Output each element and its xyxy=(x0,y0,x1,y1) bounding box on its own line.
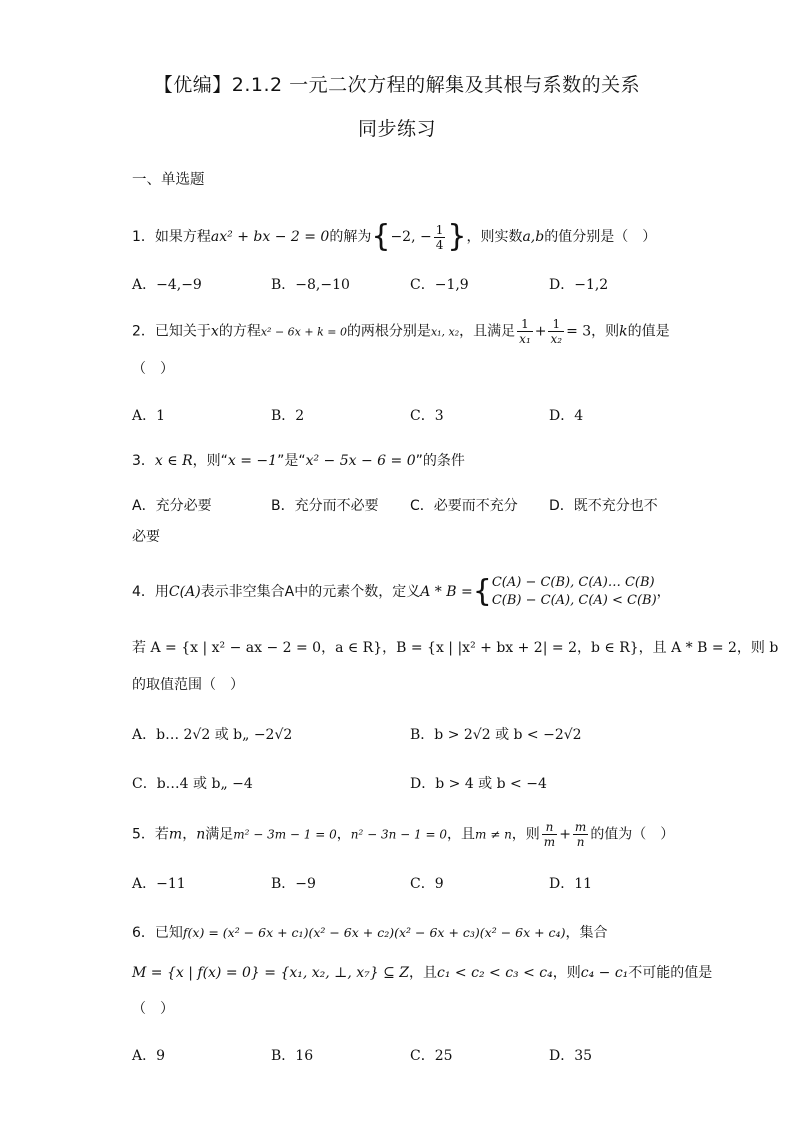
q3-option-b: B．充分而不必要 xyxy=(271,498,379,514)
q3-text-c: ，则“ xyxy=(192,453,228,469)
q6-set-m: M = {x | f(x) = 0} = {x₁, x₂, ⊥, x₇} ⊆ Z xyxy=(132,965,410,981)
q4-case-1: C(A) − C(B), C(A)… C(B) xyxy=(491,575,655,590)
q1-option-d: D．−1,2 xyxy=(549,277,609,293)
q5-option-c: C．9 xyxy=(410,876,444,892)
q2-text-c: 的方程 xyxy=(218,323,261,340)
q6-option-a: A．9 xyxy=(132,1048,166,1064)
q2-text-a: 2．已知关于 xyxy=(132,323,211,340)
q4-count-fn: C(A) xyxy=(168,584,201,601)
q3-option-d: D．既不充分也不 xyxy=(549,498,658,514)
q2-option-c: C．3 xyxy=(410,408,444,424)
q5-frac2-den: n xyxy=(576,835,585,849)
q5-text-k: ，则 xyxy=(511,826,540,843)
q5-text-i: ，且 xyxy=(447,826,475,843)
q2-option-a: A．1 xyxy=(132,408,166,424)
q2-option-b: B．2 xyxy=(271,408,305,424)
q6-text-d: ，且 xyxy=(409,965,438,981)
q5-plus: + xyxy=(559,826,571,843)
q5-text-l: 的值为（ ） xyxy=(590,826,675,843)
q4-option-b: B．b > 2√2 或 b < −2√2 xyxy=(410,727,582,743)
q2-text-i: ，则 xyxy=(591,323,620,340)
q1-text-c: 的解为 xyxy=(329,229,372,245)
q1-set-values: −2, − xyxy=(390,229,432,245)
q2-option-d: D．4 xyxy=(549,408,584,424)
q6-option-b: B．16 xyxy=(271,1048,314,1064)
q1-text-f: 的值分别是（ ） xyxy=(544,229,657,245)
q1-text-a: 1．如果方程 xyxy=(132,229,211,245)
q4-cases xyxy=(492,574,657,610)
question-6 xyxy=(132,922,607,942)
q3-text-g: ”的条件 xyxy=(415,453,465,469)
q2-frac1-den: x₁ xyxy=(519,332,531,346)
q5-equation-n: n² − 3n − 1 = 0 xyxy=(350,827,447,842)
q3-option-a: A．充分必要 xyxy=(132,498,212,514)
q3-option-d-cont: 必要 xyxy=(132,529,160,545)
q5-text-a: 5．若 xyxy=(132,826,169,843)
q4-text-e: ， xyxy=(656,584,671,601)
question-2 xyxy=(132,318,670,345)
q4-option-d: D．b > 4 或 b < −4 xyxy=(410,776,547,792)
q1-frac-num: 1 xyxy=(435,222,444,237)
q1-equation: ax² + bx − 2 = 0 xyxy=(210,229,330,245)
q1-option-a: A．−4,−9 xyxy=(132,277,202,293)
q1-brace-open: { xyxy=(371,219,391,254)
q4-option-c: C．b…4 或 b„ −4 xyxy=(132,776,253,792)
q6-text-a: 6．已知 xyxy=(132,925,183,941)
q5-text-c: ， xyxy=(182,826,197,843)
doc-title-line1: 【优编】2.1.2 一元二次方程的解集及其根与系数的关系 xyxy=(153,74,641,96)
q6-function: f(x) = (x² − 6x + c₁)(x² − 6x + c₂)(x² − 6x + c₃)(x² − 6x + c₄) xyxy=(182,925,566,940)
q1-brace-close: } xyxy=(447,219,467,254)
q2-frac1-num: 1 xyxy=(517,318,533,332)
q1-fraction xyxy=(434,224,446,251)
q6-difference: c₄ − c₁ xyxy=(580,965,629,981)
q2-text-e: 的两根分别是 xyxy=(346,323,431,340)
q2-plus: + xyxy=(534,323,547,340)
q6-option-d: D．35 xyxy=(549,1048,593,1064)
q6-text-c: ，集合 xyxy=(565,925,608,941)
q2-equation: x² − 6x + k = 0 xyxy=(260,325,347,339)
q5-frac1-den: m xyxy=(543,835,556,849)
q4-line-2: 若 A = {x | x² − ax − 2 = 0，a ∈ R}，B = {x | |x² + bx + 2| = 2，b ∈ R}，且 A * B = 2，则 b xyxy=(132,640,779,656)
q2-text-g: ，且满足 xyxy=(459,323,516,340)
q5-var-m: m xyxy=(168,826,183,843)
q6-text-f: ，则 xyxy=(552,965,581,981)
q4-text-a: 4．用 xyxy=(132,584,169,601)
q4-def-lhs: A * B = xyxy=(420,584,473,601)
q4-option-a: A．b… 2√2 或 b„ −2√2 xyxy=(132,727,293,743)
q2-var-k: k xyxy=(619,323,628,340)
q5-fraction-1 xyxy=(542,821,557,848)
q4-line-3: 的取值范围（ ） xyxy=(132,677,244,693)
section-heading: 一、单选题 xyxy=(132,172,205,188)
question-4 xyxy=(132,574,671,610)
q2-fraction-2 xyxy=(548,318,564,345)
q2-fraction-1 xyxy=(517,318,533,345)
q6-paren: （ ） xyxy=(132,1001,174,1017)
q2-var-x: x xyxy=(210,323,219,340)
q5-option-a: A．−11 xyxy=(132,876,186,892)
q2-roots: x₁, x₂ xyxy=(430,325,460,339)
q5-var-n: n xyxy=(196,826,206,843)
q5-text-g: ， xyxy=(336,826,351,843)
q6-line-2 xyxy=(132,962,712,982)
q4-text-c: 表示非空集合A中的元素个数，定义 xyxy=(200,584,421,601)
question-1 xyxy=(132,219,657,254)
q3-domain: x ∈ R xyxy=(154,453,193,469)
q1-option-c: C．−1,9 xyxy=(410,277,469,293)
q5-fraction-2 xyxy=(573,821,588,848)
q2-paren: （ ） xyxy=(132,361,174,377)
q1-frac-den: 4 xyxy=(435,237,444,252)
q1-vars: a,b xyxy=(522,229,545,245)
q2-text-k: 的值是 xyxy=(627,323,670,340)
q2-frac2-num: 1 xyxy=(548,318,564,332)
question-3 xyxy=(132,450,465,470)
q6-ordering: c₁ < c₂ < c₃ < c₄ xyxy=(437,965,553,981)
q4-case-2: C(B) − C(A), C(A) < C(B) xyxy=(491,593,657,609)
q5-equation-m: m² − 3m − 1 = 0 xyxy=(233,827,337,842)
q3-option-c: C．必要而不充分 xyxy=(410,498,518,514)
q6-text-h: 不可能的值是 xyxy=(628,965,713,981)
q3-equation: x² − 5x − 6 = 0 xyxy=(305,453,416,469)
question-5 xyxy=(132,821,674,848)
q5-option-b: B．−9 xyxy=(271,876,316,892)
q5-frac1-num: n xyxy=(542,821,557,835)
q2-frac2-den: x₂ xyxy=(550,332,563,346)
doc-title-line2: 同步练习 xyxy=(357,118,436,140)
q6-option-c: C．25 xyxy=(410,1048,453,1064)
q3-text-e: ”是“ xyxy=(277,453,306,469)
q5-option-d: D．11 xyxy=(549,876,593,892)
q5-text-e: 满足 xyxy=(205,826,234,843)
q5-frac2-num: m xyxy=(574,820,587,834)
q1-option-b: B．−8,−10 xyxy=(271,277,350,293)
q3-text-a: 3． xyxy=(132,453,155,469)
q2-equals: = 3 xyxy=(566,323,592,340)
q1-text-d: ，则实数 xyxy=(466,229,523,245)
q5-inequality: m ≠ n xyxy=(475,827,512,842)
q3-condition: x = −1 xyxy=(227,453,278,469)
q4-brace: { xyxy=(472,574,492,610)
